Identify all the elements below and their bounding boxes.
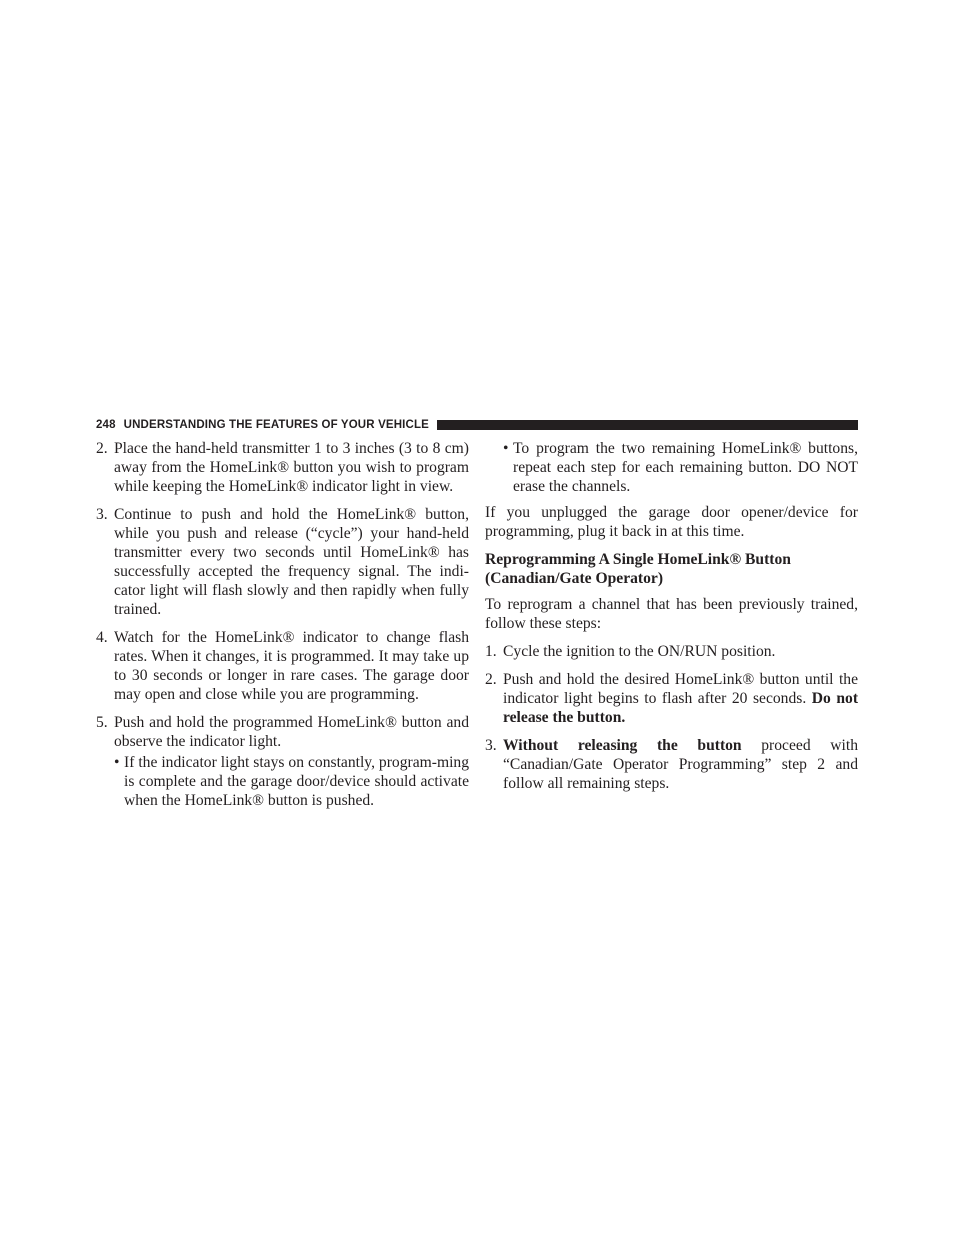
- step-text: Watch for the HomeLink® indicator to change flash rates. When it changes, it is programmed. It may take up to 30 seconds or longer in rare cases. The garage door may open and close while you are programming.: [114, 629, 469, 703]
- step-item: [485, 736, 858, 793]
- step-text-bold: Do not release the button.: [503, 690, 859, 726]
- step-item: [485, 642, 858, 661]
- step-text-bold: Without releasing the button: [503, 737, 742, 754]
- step-text-plain: proceed with “Canadian/Gate Operator Programming” step 2 and follow all remaining steps.: [503, 737, 858, 792]
- step-text: Continue to push and hold the HomeLink® button, while you push and release (“cycle”) your hand-held transmitter every two seconds until HomeLink® has successfully accepted the frequency signal. The indi-cator light will flash slowly and then rapidly when fully trained.: [114, 506, 469, 618]
- step-text-plain: Push and hold the desired HomeLink® button until the indicator light begins to flash after 20 seconds.: [503, 671, 858, 707]
- step-number: 3.: [485, 737, 497, 754]
- bullet-item: [114, 753, 469, 810]
- bullet-dot: •: [503, 440, 509, 457]
- step-number: 3.: [96, 506, 108, 523]
- step-number: 1.: [485, 643, 497, 660]
- page-number: 248: [96, 419, 116, 431]
- step-number: 2.: [485, 671, 497, 688]
- step-item: [96, 713, 469, 751]
- step-number: 4.: [96, 629, 108, 646]
- section-heading: Reprogramming A Single HomeLink® Button (Canadian/Gate Operator): [485, 551, 791, 587]
- step-number: 5.: [96, 714, 108, 731]
- page-header: [96, 417, 858, 433]
- step-number: 2.: [96, 440, 108, 457]
- step-text: Push and hold the programmed HomeLink® button and observe the indicator light.: [114, 714, 469, 750]
- step-item: [96, 628, 469, 704]
- step-text: Place the hand-held transmitter 1 to 3 inches (3 to 8 cm) away from the HomeLink® button you wish to program while keeping the HomeLink® indicator light in view.: [114, 440, 469, 495]
- bullet-text: To program the two remaining HomeLink® buttons, repeat each step for each remaining button. DO NOT erase the channels.: [513, 440, 858, 495]
- step-item: [96, 505, 469, 619]
- paragraph: If you unplugged the garage door opener/device for programming, plug it back in at this time.: [485, 504, 858, 540]
- step-text: [503, 736, 858, 793]
- step-item: [485, 670, 858, 727]
- header-rule: [437, 420, 858, 430]
- section-title: UNDERSTANDING THE FEATURES OF YOUR VEHICLE: [123, 419, 429, 431]
- bullet-item: [503, 439, 858, 496]
- bullet-text: If the indicator light stays on constantly, program-ming is complete and the garage door/device should activate when the HomeLink® button is pushed.: [124, 754, 469, 809]
- step-text: [503, 670, 858, 727]
- step-item: [96, 439, 469, 496]
- left-column: [96, 439, 469, 810]
- bullet-dot: •: [114, 754, 120, 771]
- right-column: [485, 439, 858, 793]
- paragraph: To reprogram a channel that has been previously trained, follow these steps:: [485, 596, 858, 632]
- step-text: Cycle the ignition to the ON/RUN position.: [503, 643, 776, 660]
